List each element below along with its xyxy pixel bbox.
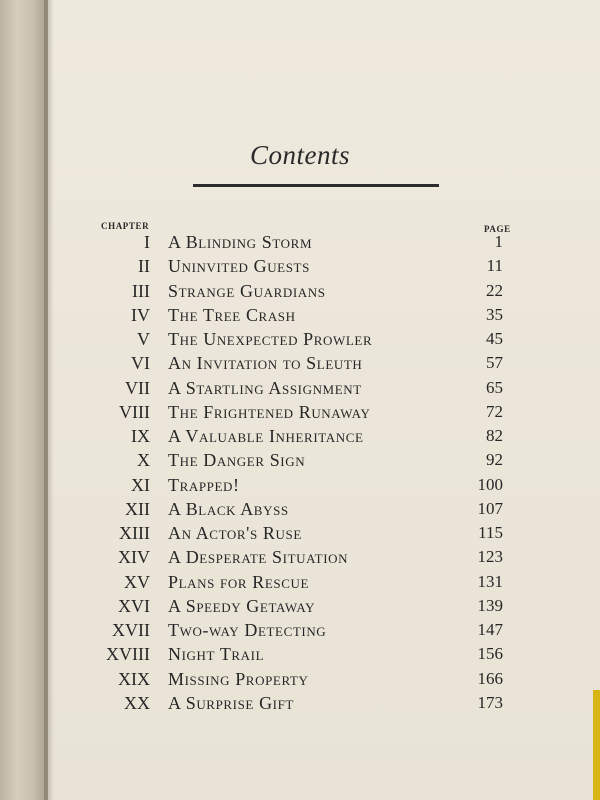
toc-row [0, 691, 600, 715]
chapter-title: Night Trail [168, 644, 265, 665]
toc-row [0, 279, 600, 303]
table-of-contents [0, 230, 600, 715]
toc-row [0, 448, 600, 472]
toc-row [0, 327, 600, 351]
chapter-title: Trapped! [168, 474, 240, 495]
toc-row [0, 521, 600, 545]
chapter-page: 92 [486, 450, 503, 470]
chapter-page: 173 [477, 692, 503, 712]
toc-row [0, 424, 600, 448]
chapter-page: 82 [486, 426, 503, 445]
chapter-number: VI [131, 353, 150, 374]
chapter-page: 45 [486, 329, 503, 348]
toc-row [0, 376, 600, 400]
chapter-title: The Unexpected Prowler [168, 329, 373, 349]
chapter-title: A Speedy Getaway [168, 595, 316, 616]
chapter-title: A Surprise Gift [168, 692, 294, 713]
chapter-number: III [132, 280, 150, 301]
chapter-column-header: CHAPTER [101, 221, 150, 231]
toc-row [0, 545, 600, 569]
chapter-title: The Danger Sign [168, 450, 306, 471]
chapter-title: The Tree Crash [168, 304, 296, 325]
page-column-header: PAGE [484, 224, 511, 234]
chapter-number: VII [125, 377, 150, 398]
chapter-number: II [138, 256, 150, 277]
chapter-number: XII [125, 498, 150, 519]
chapter-number: XI [131, 474, 150, 495]
toc-row [0, 254, 600, 278]
chapter-number: VIII [119, 401, 150, 422]
title-rule [193, 184, 439, 187]
toc-row [0, 570, 600, 594]
chapter-page: 35 [486, 304, 503, 324]
chapter-number: XX [124, 692, 150, 713]
toc-row [0, 230, 600, 254]
toc-row [0, 667, 600, 691]
chapter-page: 57 [486, 353, 503, 373]
chapter-number: XV [124, 571, 150, 592]
chapter-title: A Valuable Inheritance [168, 426, 364, 446]
chapter-title: A Startling Assignment [168, 377, 362, 398]
chapter-page: 123 [477, 547, 503, 567]
chapter-page: 139 [477, 595, 503, 615]
chapter-number: XVIII [106, 644, 150, 665]
toc-row [0, 497, 600, 521]
chapter-page: 156 [477, 644, 503, 664]
chapter-page: 107 [477, 498, 503, 518]
chapter-title: Uninvited Guests [168, 256, 310, 277]
toc-row [0, 594, 600, 618]
toc-row [0, 400, 600, 424]
chapter-page: 22 [486, 280, 503, 300]
chapter-page: 166 [477, 668, 503, 688]
chapter-page: 65 [486, 377, 503, 397]
toc-row [0, 351, 600, 375]
chapter-page: 1 [494, 232, 503, 251]
chapter-title: A Black Abyss [168, 498, 289, 519]
chapter-title: The Frightened Runaway [168, 401, 371, 422]
chapter-number: X [137, 450, 150, 471]
toc-row [0, 473, 600, 497]
chapter-title: An Actor's Ruse [168, 523, 302, 543]
chapter-title: A Blinding Storm [168, 232, 313, 252]
chapter-title: Missing Property [168, 668, 309, 689]
chapter-page: 131 [477, 571, 503, 591]
chapter-number: XVI [118, 595, 150, 616]
chapter-number: V [137, 329, 150, 349]
chapter-title: An Invitation to Sleuth [168, 353, 363, 374]
chapter-title: Plans for Rescue [168, 571, 310, 592]
chapter-number: XIV [118, 547, 150, 568]
toc-row [0, 642, 600, 666]
chapter-number: I [144, 232, 150, 252]
chapter-title: Strange Guardians [168, 280, 326, 301]
chapter-number: XIII [119, 523, 150, 543]
chapter-page: 72 [486, 401, 503, 421]
chapter-page: 115 [478, 523, 503, 542]
chapter-title: Two-way Detecting [168, 620, 327, 640]
contents-title: Contents [249, 140, 350, 170]
chapter-number: IX [131, 426, 150, 446]
chapter-page: 11 [486, 256, 503, 276]
toc-row [0, 618, 600, 642]
toc-row [0, 303, 600, 327]
chapter-number: IV [131, 304, 150, 325]
chapter-page: 147 [477, 620, 503, 639]
chapter-title: A Desperate Situation [168, 547, 349, 568]
chapter-number: XVII [112, 620, 150, 640]
chapter-page: 100 [477, 474, 503, 494]
chapter-number: XIX [118, 668, 150, 689]
